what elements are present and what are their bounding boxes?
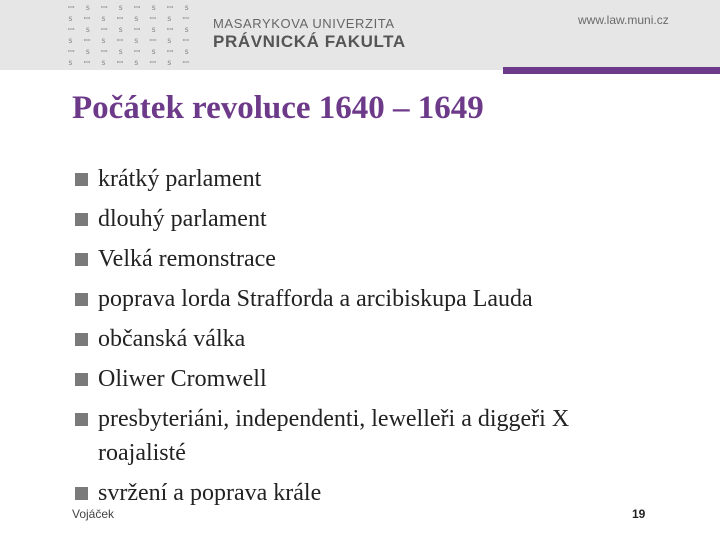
bullet-item — [75, 246, 675, 272]
bullet-item — [75, 366, 675, 392]
bullet-text: presbyteriáni, independenti, lewelleři a diggeři X — [98, 406, 570, 432]
square-bullet-icon — [75, 333, 88, 346]
logo-pattern-row: ꟷ s ꟷ s ꟷ s ꟷ s — [68, 47, 193, 56]
bullet-text: Oliwer Cromwell — [98, 366, 267, 392]
bullet-item — [75, 326, 675, 352]
accent-bar — [503, 67, 720, 74]
square-bullet-icon — [75, 213, 88, 226]
square-bullet-icon — [75, 413, 88, 426]
website-url[interactable]: www.law.muni.cz — [578, 13, 669, 27]
bullet-item — [75, 406, 675, 466]
bullet-item — [75, 480, 675, 506]
bullet-item — [75, 286, 675, 312]
square-bullet-icon — [75, 293, 88, 306]
bullet-text: dlouhý parlament — [98, 206, 267, 232]
bullet-text: Velká remonstrace — [98, 246, 276, 272]
bullet-text: občanská válka — [98, 326, 246, 352]
logo-pattern-row: s ꟷ s ꟷ s ꟷ s ꟷ — [68, 58, 193, 67]
square-bullet-icon — [75, 173, 88, 186]
bullet-text: poprava lorda Strafforda a arcibiskupa Lauda — [98, 286, 533, 312]
university-name: MASARYKOVA UNIVERZITA — [213, 16, 395, 31]
header-band — [0, 0, 720, 70]
bullet-text-continuation: roajalisté — [98, 440, 186, 466]
square-bullet-icon — [75, 253, 88, 266]
logo-pattern-row: s ꟷ s ꟷ s ꟷ s ꟷ — [68, 14, 193, 23]
bullet-list — [75, 166, 675, 520]
page-number: 19 — [632, 507, 646, 521]
bullet-item — [75, 206, 675, 232]
footer-author: Vojáček — [72, 507, 115, 521]
logo-pattern-row: s ꟷ s ꟷ s ꟷ s ꟷ — [68, 36, 193, 45]
logo-pattern-row: ꟷ s ꟷ s ꟷ s ꟷ s — [68, 25, 193, 34]
bullet-item — [75, 166, 675, 192]
bullet-text: svržení a poprava krále — [98, 480, 322, 506]
slide-title: Počátek revoluce 1640 – 1649 — [72, 90, 484, 126]
bullet-text: krátký parlament — [98, 166, 262, 192]
square-bullet-icon — [75, 487, 88, 500]
logo-pattern-row: ꟷ s ꟷ s ꟷ s ꟷ s — [68, 3, 193, 12]
faculty-name: PRÁVNICKÁ FAKULTA — [213, 32, 406, 51]
square-bullet-icon — [75, 373, 88, 386]
university-logo-pattern — [68, 2, 193, 68]
